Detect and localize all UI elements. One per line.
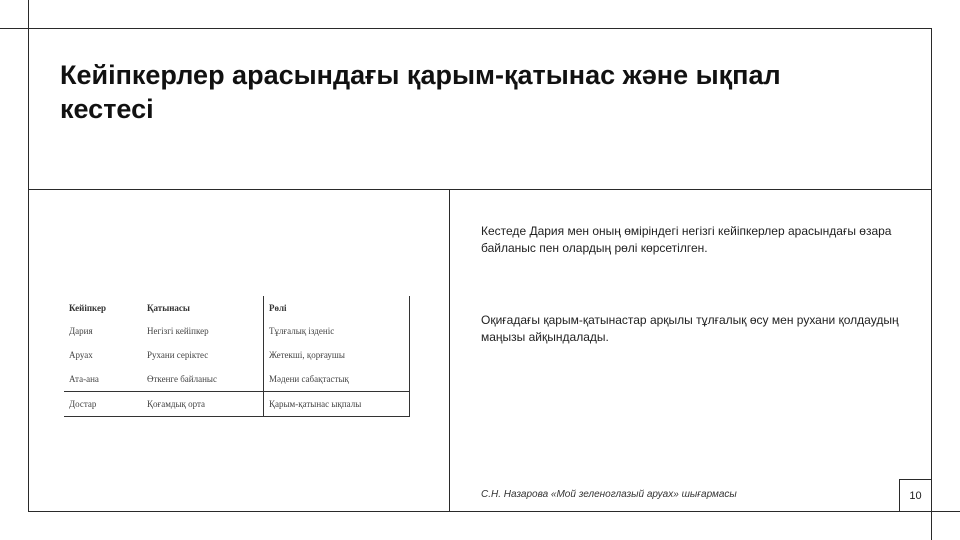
table-row — [64, 319, 410, 343]
table-row — [64, 343, 410, 367]
corner-mark-top-left — [0, 28, 28, 29]
table-header-cell: Қатынасы — [142, 296, 264, 319]
conclusion-paragraph: Оқиғадағы қарым-қатынастар арқылы тұлғалық өсу мен рухани қолдаудың маңызы айқындалады. — [481, 313, 899, 344]
frame-right-border — [931, 28, 932, 540]
table-cell: Жетекші, қорғаушы — [264, 343, 410, 367]
frame-top-border — [28, 28, 932, 29]
table-cell: Өткенге байланыс — [142, 367, 264, 392]
table-row — [64, 392, 410, 417]
description-paragraph: Кестеде Дария мен оның өміріндегі негізгі кейіпкерлер арасындағы өзара байланыс пен олардың рөлі көрсетілген. — [481, 224, 892, 255]
table-header-row — [64, 296, 410, 319]
table-cell: Қоғамдық орта — [142, 392, 264, 417]
column-divider — [449, 189, 450, 512]
slide-title: Кейіпкерлер арасындағы қарым-қатынас және ықпал кестесі — [60, 60, 781, 124]
table-row — [64, 367, 410, 392]
table-cell: Аруах — [69, 350, 93, 360]
frame-left-border — [28, 0, 29, 512]
table-cell: Ата-ана — [69, 374, 99, 384]
table-header-cell: Кейіпкер — [69, 302, 107, 313]
page-number: 10 — [909, 489, 922, 502]
title-divider — [28, 189, 932, 190]
corner-mark-bottom-right — [932, 511, 960, 512]
table-cell: Негізгі кейіпкер — [142, 319, 264, 343]
source-caption: С.Н. Назарова «Мой зеленоглазый аруах» шығармасы — [481, 489, 737, 500]
table-cell: Достар — [64, 392, 142, 417]
characters-table — [64, 296, 410, 417]
table-header-cell: Рөлі — [264, 296, 410, 319]
frame-bottom-border — [28, 511, 932, 512]
table-cell: Дария — [69, 326, 93, 336]
table-cell: Мәдени сабақтастық — [264, 367, 410, 392]
table-cell: Тұлғалық ізденіс — [264, 319, 410, 343]
page-number-box — [899, 479, 932, 512]
table-cell: Рухани серіктес — [142, 343, 264, 367]
table-cell: Қарым-қатынас ықпалы — [264, 392, 410, 417]
